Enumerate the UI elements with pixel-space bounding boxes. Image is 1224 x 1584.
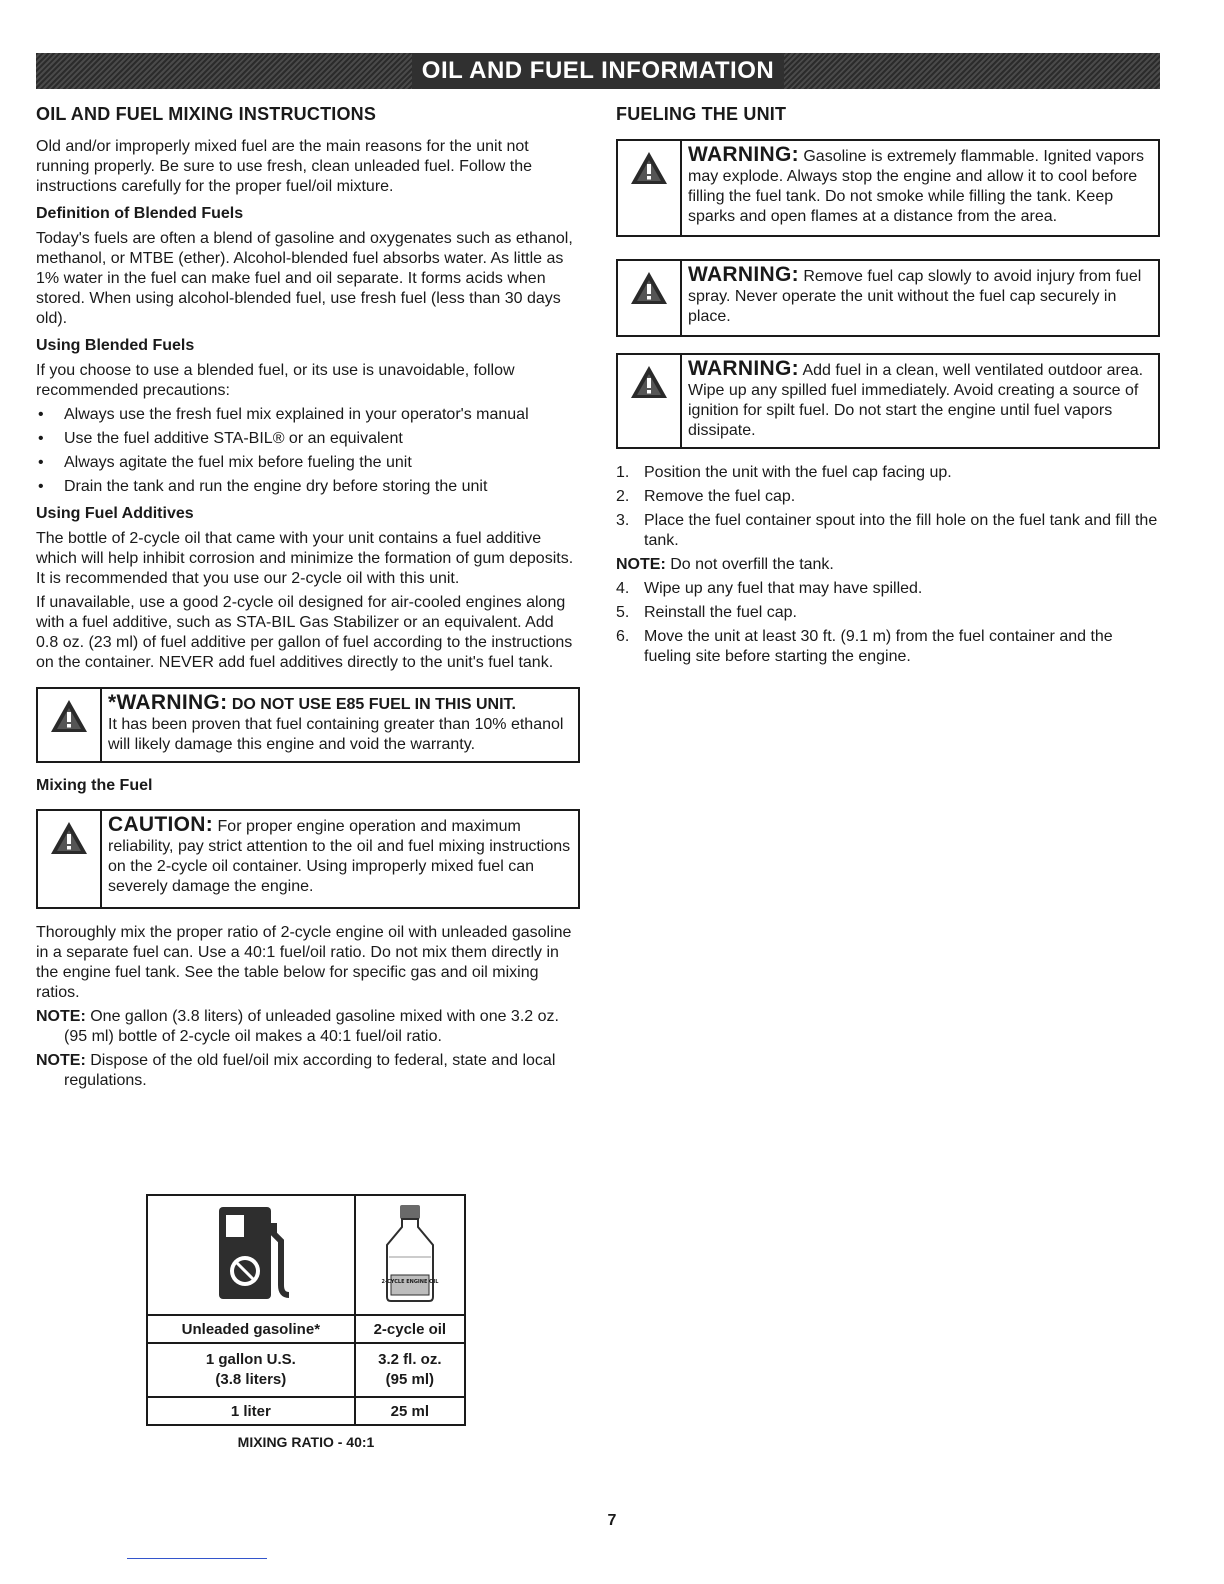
step-text: Place the fuel container spout into the fill hole on the fuel tank and fill the tank. bbox=[644, 512, 1158, 549]
cell-gallon bbox=[147, 1343, 355, 1397]
list-item bbox=[616, 579, 1160, 599]
intro-paragraph: Old and/or improperly mixed fuel are the main reasons for the unit not running properly. Be sure to use fresh, clean unleaded fuel. Follow the instructions carefully for the proper fuel/oil mixture. bbox=[36, 138, 532, 195]
list-item: • Always agitate the fuel mix before fueling the unit bbox=[36, 453, 580, 473]
right-column bbox=[616, 104, 1160, 671]
e85-warning-headline: DO NOT USE E85 FUEL IN THIS UNIT. bbox=[231, 696, 516, 713]
additives-paragraph-2: If unavailable, use a good 2-cycle oil designed for air-cooled engines along with a fuel additive, such as STA-BIL Gas Stabilizer or an equivalent. Add 0.8 oz. (23 ml) of fuel additive per gallon of fuel according to the instructions on the container. NEVER add fuel additives directly to the unit's fuel tank. bbox=[36, 594, 573, 671]
list-item: • Use the fuel additive STA-BIL® or an equivalent bbox=[36, 429, 580, 449]
definition-paragraph: Today's fuels are often a blend of gasoline and oxygenates such as ethanol, methanol, or MTBE (ether). Alcohol-blended fuel absorbs water. As little as 1% water in the fuel can make fuel and oil separate. It forms acids when stored. When using alcohol-blended fuel, use fresh fuel (less than 30 days old). bbox=[36, 230, 573, 327]
fueling-steps bbox=[616, 463, 1160, 551]
banner-title: OIL AND FUEL INFORMATION bbox=[412, 53, 784, 89]
warning-2-signal: WARNING: bbox=[688, 263, 799, 286]
step-number: 5. bbox=[616, 604, 630, 621]
cell-oz-line1: 3.2 fl. oz. bbox=[378, 1351, 442, 1368]
fueling-note-text: Do not overfill the tank. bbox=[670, 556, 834, 573]
header-gasoline: Unleaded gasoline* bbox=[147, 1315, 355, 1343]
using-blended-heading: Using Blended Fuels bbox=[36, 337, 195, 354]
note-2 bbox=[36, 1051, 580, 1091]
step-text: Wipe up any fuel that may have spilled. bbox=[644, 580, 923, 597]
list-item bbox=[616, 511, 1160, 551]
fuel-additives-heading: Using Fuel Additives bbox=[36, 505, 194, 522]
caution-text: For proper engine operation and maximum reliability, pay strict attention to the oil and fuel mixing instructions on the 2-cycle oil container. Using improperly mixed fuel can severely damage the engine. bbox=[108, 818, 571, 895]
oil-bottle-cell bbox=[355, 1195, 465, 1315]
table-caption: MIXING RATIO - 40:1 bbox=[237, 1434, 375, 1450]
step-number: 6. bbox=[616, 628, 630, 645]
cell-gallon-line1: 1 gallon U.S. bbox=[205, 1351, 296, 1368]
list-item bbox=[616, 463, 1160, 483]
step-number: 3. bbox=[616, 512, 630, 529]
list-item: • Always use the fresh fuel mix explained in your operator's manual bbox=[36, 405, 580, 425]
note-1 bbox=[36, 1007, 580, 1047]
warning-icon-cell bbox=[618, 355, 682, 447]
mixing-fuel-heading: Mixing the Fuel bbox=[36, 777, 153, 794]
fueling-note bbox=[616, 555, 1160, 575]
section-banner bbox=[36, 53, 1160, 89]
header-oil: 2-cycle oil bbox=[355, 1315, 465, 1343]
e85-warning-signal: *WARNING: bbox=[108, 691, 228, 714]
warning-icon-cell bbox=[618, 261, 682, 335]
cell-ml: 25 ml bbox=[355, 1397, 465, 1425]
precautions-list bbox=[36, 405, 580, 497]
cell-liter: 1 liter bbox=[147, 1397, 355, 1425]
footer-rule bbox=[127, 1558, 267, 1559]
warning-box-2 bbox=[616, 259, 1160, 337]
left-column bbox=[36, 104, 580, 1095]
warning-1-signal: WARNING: bbox=[688, 143, 799, 166]
fueling-heading: FUELING THE UNIT bbox=[616, 104, 787, 124]
warning-triangle-icon bbox=[630, 271, 668, 305]
warning-triangle-icon bbox=[50, 699, 88, 733]
list-item bbox=[616, 627, 1160, 667]
e85-warning-box bbox=[36, 687, 580, 763]
warning-triangle-icon bbox=[630, 365, 668, 399]
warning-1-text: Gasoline is extremely flammable. Ignited vapors may explode. Always stop the engine and allow it to cool before filling the fuel tank. Do not smoke while filling the tank. Keep sparks and open flames at a distance from the area. bbox=[688, 148, 1144, 225]
step-number: 4. bbox=[616, 580, 630, 597]
warning-box-1 bbox=[616, 139, 1160, 237]
note-label: NOTE: bbox=[36, 1052, 86, 1069]
caution-icon-cell bbox=[38, 811, 102, 907]
warning-triangle-icon bbox=[630, 151, 668, 185]
caution-box bbox=[36, 809, 580, 909]
warning-2-text: Remove fuel cap slowly to avoid injury from fuel spray. Never operate the unit without the fuel cap securely in place. bbox=[688, 268, 1142, 325]
fueling-steps-continued bbox=[616, 579, 1160, 667]
definition-heading: Definition of Blended Fuels bbox=[36, 205, 244, 222]
oil-bottle-icon bbox=[375, 1201, 445, 1305]
mixing-instructions-heading: OIL AND FUEL MIXING INSTRUCTIONS bbox=[36, 104, 377, 124]
page-number: 7 bbox=[607, 1512, 617, 1529]
mix-paragraph: Thoroughly mix the proper ratio of 2-cycle engine oil with unleaded gasoline in a separate fuel can. Use a 40:1 fuel/oil ratio. Do not mix them directly in the engine fuel tank. See the table below for specific gas and oil mixing ratios. bbox=[36, 924, 572, 1001]
cell-gallon-line2: (3.8 liters) bbox=[215, 1371, 287, 1388]
warning-icon-cell bbox=[618, 141, 682, 235]
note-label: NOTE: bbox=[36, 1008, 86, 1025]
step-number: 2. bbox=[616, 488, 630, 505]
list-item bbox=[616, 603, 1160, 623]
warning-3-signal: WARNING: bbox=[688, 357, 799, 380]
warning-icon-cell bbox=[38, 689, 102, 761]
gas-pump-cell bbox=[147, 1195, 355, 1315]
gas-pump-icon bbox=[201, 1201, 301, 1305]
step-text: Reinstall the fuel cap. bbox=[644, 604, 797, 621]
warning-box-3 bbox=[616, 353, 1160, 449]
warning-3-text: Add fuel in a clean, well ventilated outdoor area. Wipe up any spilled fuel immediately. Avoid creating a source of ignition for spilt fuel. Do not start the engine until fuel vapors dissipate. bbox=[688, 362, 1144, 439]
step-text: Position the unit with the fuel cap facing up. bbox=[644, 464, 952, 481]
list-item: • Drain the tank and run the engine dry before storing the unit bbox=[36, 477, 580, 497]
using-blended-paragraph: If you choose to use a blended fuel, or its use is unavoidable, follow recommended precautions: bbox=[36, 362, 515, 399]
warning-triangle-icon bbox=[50, 821, 88, 855]
additives-paragraph-1: The bottle of 2-cycle oil that came with your unit contains a fuel additive which will help inhibit corrosion and minimize the formation of gum deposits. It is recommended that you use our 2-cycle oil with this unit. bbox=[36, 530, 574, 587]
cell-oz-line2: (95 ml) bbox=[385, 1371, 435, 1388]
e85-warning-text: It has been proven that fuel containing greater than 10% ethanol will likely damage this engine and void the warranty. bbox=[108, 716, 564, 753]
caution-signal: CAUTION: bbox=[108, 813, 214, 836]
note-label: NOTE: bbox=[616, 556, 666, 573]
step-text: Move the unit at least 30 ft. (9.1 m) from the fuel container and the fueling site before starting the engine. bbox=[644, 628, 1113, 665]
cell-oz bbox=[355, 1343, 465, 1397]
step-number: 1. bbox=[616, 464, 630, 481]
bottle-label-text: 2-CYCLE ENGINE OIL bbox=[381, 1279, 439, 1285]
note-2-text: Dispose of the old fuel/oil mix according to federal, state and local regulations. bbox=[64, 1052, 556, 1089]
mixing-ratio-table bbox=[146, 1194, 466, 1426]
step-text: Remove the fuel cap. bbox=[644, 488, 796, 505]
note-1-text: One gallon (3.8 liters) of unleaded gasoline mixed with one 3.2 oz. (95 ml) bottle of 2-cycle oil makes a 40:1 fuel/oil ratio. bbox=[64, 1008, 559, 1045]
list-item bbox=[616, 487, 1160, 507]
